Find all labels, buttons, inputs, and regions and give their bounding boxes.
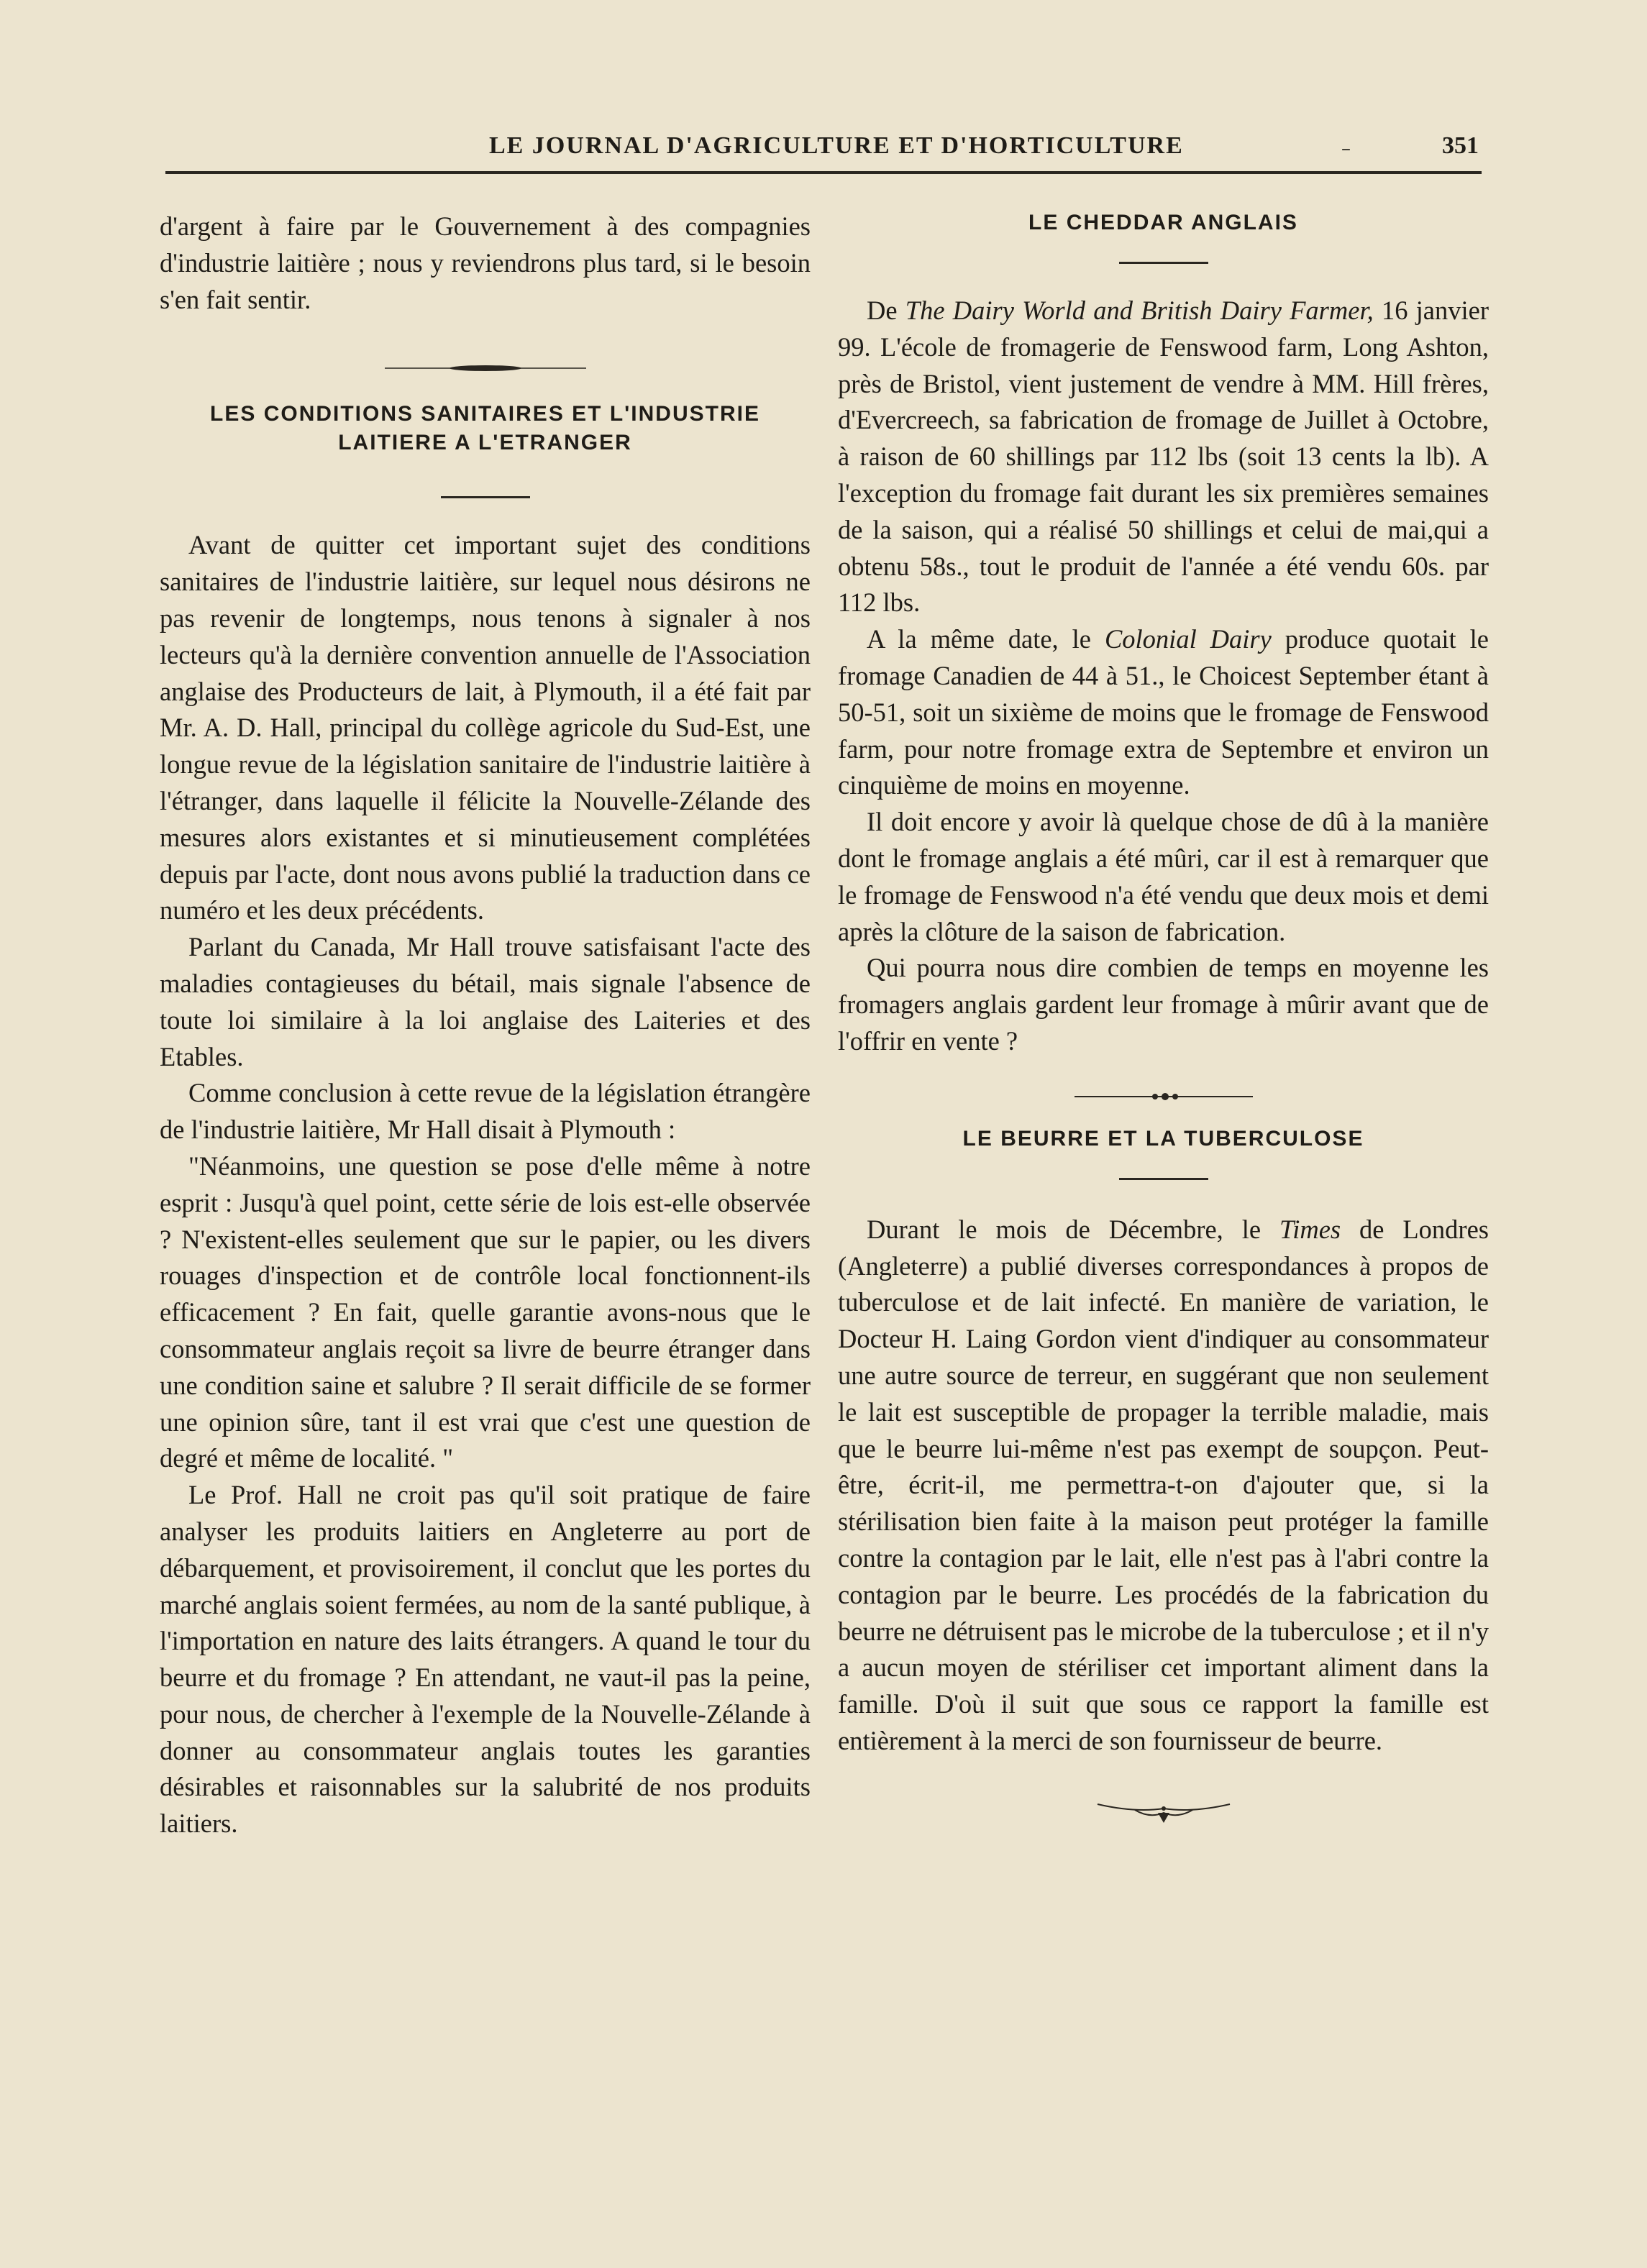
text-run: A la même date, le: [867, 624, 1105, 654]
title-rule: [1119, 262, 1208, 264]
header-dash-mark: –: [1341, 138, 1351, 160]
article-title: [160, 400, 811, 457]
cheddar-title: LE CHEDDAR ANGLAIS: [1028, 211, 1298, 234]
cheddar-paragraph: [838, 621, 1489, 804]
title-rule: [1119, 1178, 1208, 1180]
continued-paragraph: d'argent à faire par le Gouvernement à des compagnies d'industrie laitière ; nous y reviendrons plus tard, si le besoin s'en fait sentir.: [160, 211, 811, 314]
end-flourish-ornament: [1092, 1794, 1236, 1827]
text-run: Durant le mois de Décembre, le: [867, 1214, 1279, 1244]
text-run: 16 janvier 99. L'école de fromagerie de Fenswood farm, Long Ashton, près de Bristol, vient justement de vendre à MM. Hill frères, d'Evercreech, sa fabrication de fromage de Juillet à Octobre, à raison de 60 shillings par 112 lbs (soit 13 cents la lb). A l'exception du fromage fait durant les six premières semaines de la saison, qui a réalisé 50 shillings et celui de mai,qui a obtenu 58s., tout le produit de l'année a été vendu 60s. par 112 lbs.: [838, 296, 1489, 618]
beurre-paragraph: [838, 1212, 1489, 1760]
text-run: de Londres (Angleterre) a publié diverses correspondances à propos de tuberculose et de lait infecté. En manière de variation, le Docteur H. Laing Gordon vient d'indiquer au consommateur une autre source de terreur, en suggérant que non seulement le lait est susceptible de propager la terrible maladie, mais que le beurre lui-même n'est pas exempt de soupçon. Peut-être, écrit-il, me permettra-t-on d'ajouter que, si la stérilisation bien faite à la maison peut protéger la famille contre la contagion par le lait, elle n'est pas à l'abri contre la contagion par le beurre. Les procédés de la fabrication du beurre ne détruisent pas le microbe de la tuberculose ; et il n'y a aucun moyen de stériliser cet important aliment dans la famille. D'où il suit que sous ce rapport la famille est entièrement à la merci de son fournisseur de beurre.: [838, 1214, 1489, 1755]
text-run: produce quotait le fromage Canadien de 44 à 51., le Choicest September étant à 50-51, soit un sixième de moins que le fromage de Fenswood farm, pour notre fromage extra de Septembre et environ un cinquième de moins en moyenne.: [838, 624, 1489, 800]
page-number: 351: [1442, 132, 1479, 159]
text-run: De: [867, 296, 905, 325]
article-paragraph: Parlant du Canada, Mr Hall trouve satisfaisant l'acte des maladies contagieuses du bétail, mais signale l'absence de toute loi similaire à la loi anglaise des Laiteries et des Etables.: [160, 932, 811, 1071]
running-title: LE JOURNAL D'AGRICULTURE ET D'HORTICULTURE: [489, 132, 1184, 159]
publication-name: Times: [1279, 1214, 1341, 1244]
page-header: [165, 128, 1482, 174]
beurre-title: LE BEURRE ET LA TUBERCULOSE: [962, 1126, 1364, 1151]
section-divider-ornament: [1070, 1086, 1257, 1107]
right-column: [838, 209, 1489, 1827]
cheddar-paragraph: [838, 293, 1489, 621]
quotation-paragraph: "Néanmoins, une question se pose d'elle même à notre esprit : Jusqu'à quel point, cette série de lois est-elle observée ? N'existent-elles seulement que sur le papier, ou les divers rouages d'inspection et de contrôle local fonctionnent-ils efficacement ? En fait, quelle garantie avons-nous que le consommateur anglais reçoit sa livre de beurre étranger dans une condition saine et salubre ? Il serait difficile de se former une opinion sûre, tant il est vrai que c'est une question de degré et même de localité. ": [160, 1151, 811, 1473]
article-paragraph: Le Prof. Hall ne croit pas qu'il soit pratique de faire analyser les produits laitiers en Angleterre au port de débarquement, et provisoirement, il conclut que les portes du marché anglais soient fermées, au nom de la santé publique, à l'importation en nature des laits étrangers. A quand le tour du beurre et du fromage ? En attendant, ne vaut-il pas la peine, pour nous, de chercher à l'exemple de la Nouvelle-Zélande à donner au consommateur anglais toutes les garanties désirables et raisonnables sur la salubrité de nos produits laitiers.: [160, 1480, 811, 1839]
article-title-line1: LES CONDITIONS SANITAIRES ET L'INDUSTRIE: [210, 402, 760, 426]
section-divider-ornament: [378, 354, 593, 383]
left-column: [160, 209, 811, 1842]
cheddar-paragraph: Il doit encore y avoir là quelque chose de dû à la manière dont le fromage anglais a été mûri, car il est à remarquer que le fromage de Fenswood n'a été vendu que deux mois et demi après la clôture de la saison de fabrication.: [838, 807, 1489, 946]
cheddar-paragraph: Qui pourra nous dire combien de temps en moyenne les fromagers anglais gardent leur fromage à mûrir avant que de l'offrir en vente ?: [838, 953, 1489, 1056]
title-rule: [441, 496, 530, 498]
publication-name: The Dairy World and British Dairy Farmer,: [905, 296, 1374, 325]
article-paragraph: Avant de quitter cet important sujet des conditions sanitaires de l'industrie laitière, sur lequel nous désirons ne pas revenir de longtemps, nous tenons à signaler à nos lecteurs qu'à la dernière convention annuelle de l'Association anglaise des Producteurs de lait, à Plymouth, il a été fait par Mr. A. D. Hall, principal du collège agricole du Sud-Est, une longue revue de la législation sanitaire de l'industrie laitière à l'étranger, dans laquelle il félicite la Nouvelle-Zélande des mesures alors existantes et si minutieusement complétées depuis par l'acte, dont nous avons publié la traduction dans ce numéro et les deux précédents.: [160, 530, 811, 925]
article-title-line2: LAITIERE A L'ETRANGER: [338, 431, 632, 455]
publication-name: Colonial Dairy: [1104, 624, 1272, 654]
article-paragraph: Comme conclusion à cette revue de la législation étrangère de l'industrie laitière, Mr Hall disait à Plymouth :: [160, 1078, 811, 1145]
